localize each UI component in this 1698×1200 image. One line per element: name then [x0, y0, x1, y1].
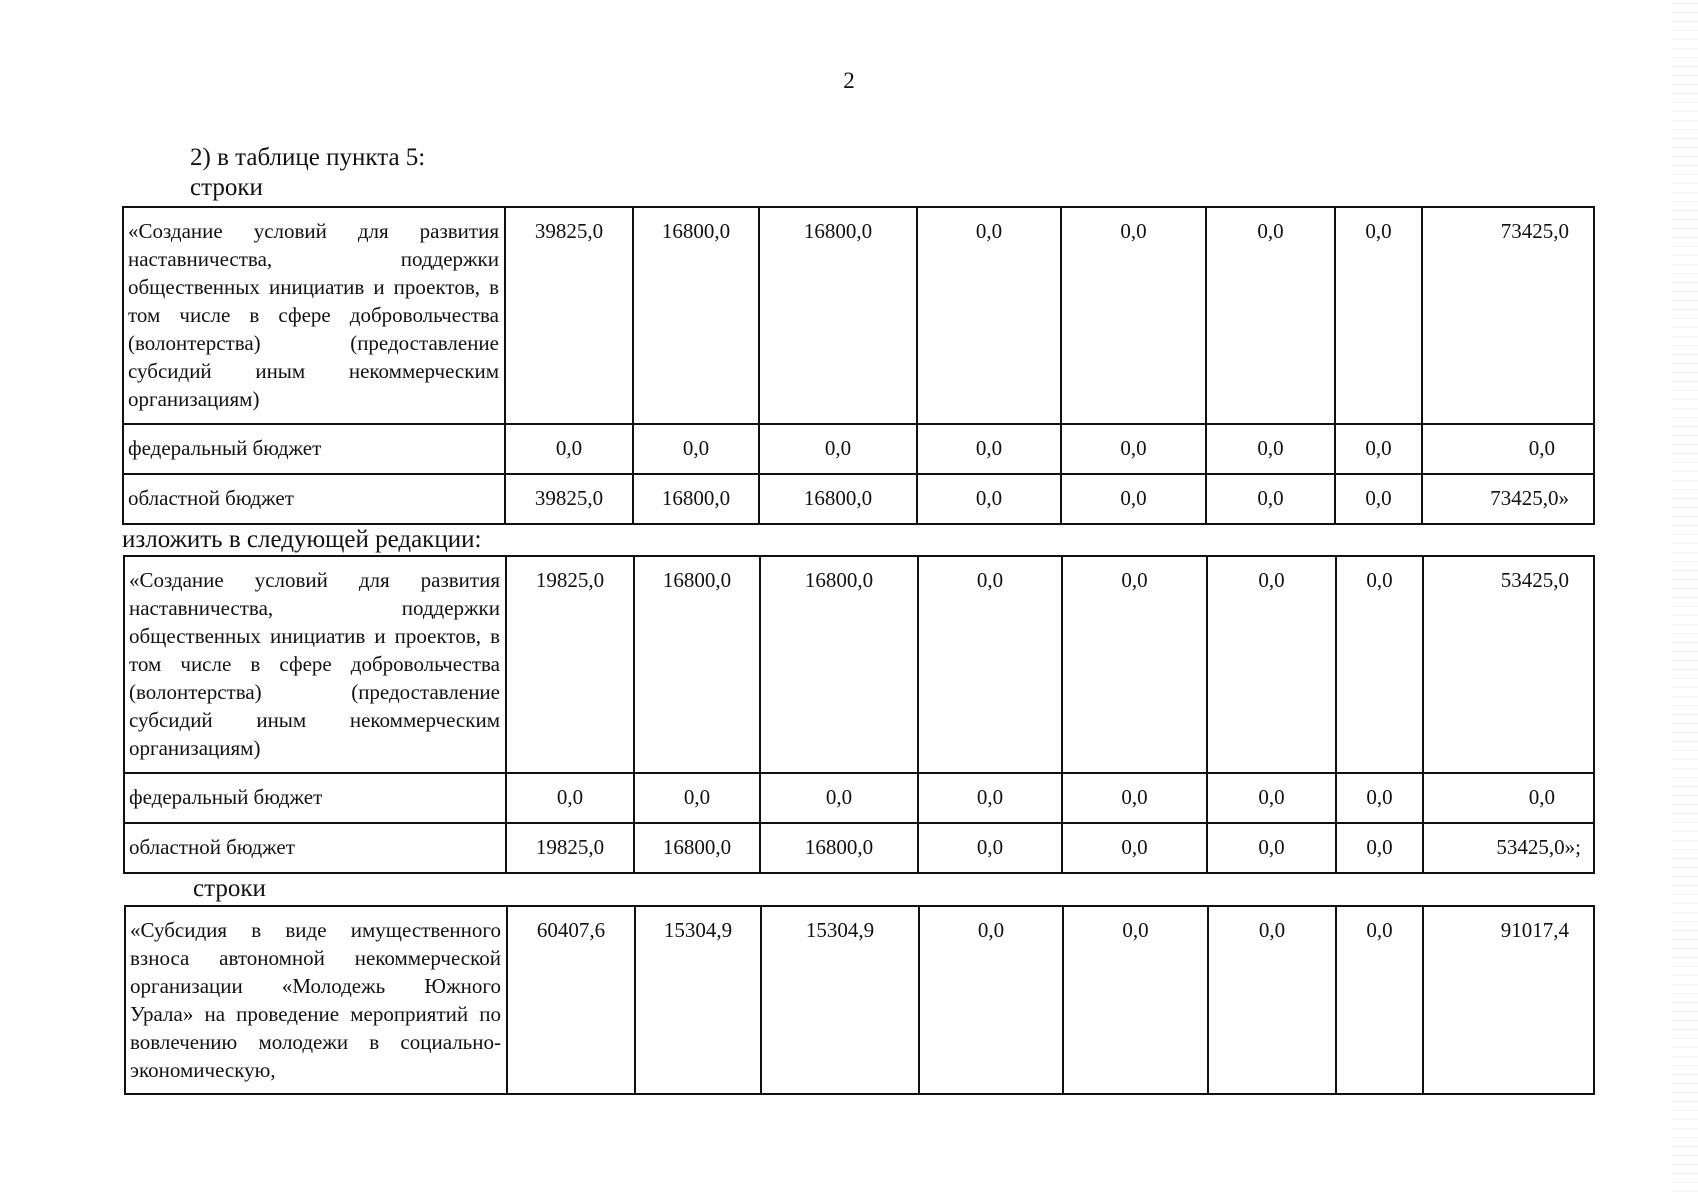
table-row — [125, 906, 1594, 1094]
value-cell: 39825,0 — [505, 207, 633, 424]
value-cell: 0,0 — [918, 773, 1062, 823]
total-cell: 73425,0» — [1422, 474, 1594, 524]
row-name-cell: «Создание условий для развития наставничества, поддержки общественных инициатив и проектов, в том числе в сфере добровольчества (волонтерства) (предоставление субсидий иным некоммерческим организациям) — [123, 207, 505, 424]
value-cell: 0,0 — [1336, 773, 1423, 823]
value-cell: 0,0 — [1335, 424, 1422, 474]
value-cell: 0,0 — [759, 424, 917, 474]
table-row — [123, 474, 1594, 524]
label-rows-1: строки — [190, 174, 263, 201]
value-cell: 0,0 — [918, 556, 1062, 773]
value-cell: 0,0 — [1207, 773, 1336, 823]
table-row — [124, 773, 1594, 823]
value-cell: 0,0 — [1062, 823, 1207, 873]
table-new — [123, 555, 1595, 874]
row-name-cell: федеральный бюджет — [123, 424, 505, 474]
value-cell: 16800,0 — [633, 207, 759, 424]
value-cell: 0,0 — [634, 773, 760, 823]
value-cell: 60407,6 — [507, 906, 635, 1094]
value-cell: 0,0 — [505, 424, 633, 474]
value-cell: 0,0 — [1207, 556, 1336, 773]
value-cell: 0,0 — [918, 823, 1062, 873]
table-row — [124, 823, 1594, 873]
value-cell: 0,0 — [1206, 207, 1335, 424]
value-cell: 0,0 — [1336, 823, 1423, 873]
total-cell: 91017,4 — [1423, 906, 1594, 1094]
value-cell: 0,0 — [506, 773, 634, 823]
value-cell: 0,0 — [1061, 474, 1206, 524]
label-edit: изложить в следующей редакции: — [122, 526, 482, 553]
value-cell: 0,0 — [1335, 474, 1422, 524]
value-cell: 0,0 — [1062, 773, 1207, 823]
value-cell: 19825,0 — [506, 556, 634, 773]
total-cell: 0,0 — [1423, 773, 1594, 823]
total-cell: 53425,0 — [1423, 556, 1594, 773]
value-cell: 0,0 — [1207, 823, 1336, 873]
value-cell: 0,0 — [1206, 474, 1335, 524]
value-cell: 16800,0 — [760, 556, 918, 773]
intro-paragraph: 2) в таблице пункта 5: — [190, 144, 426, 171]
value-cell: 16800,0 — [633, 474, 759, 524]
value-cell: 0,0 — [1061, 207, 1206, 424]
scan-edge — [1672, 0, 1698, 1200]
value-cell: 16800,0 — [759, 474, 917, 524]
row-name-cell: федеральный бюджет — [124, 773, 506, 823]
value-cell: 0,0 — [919, 906, 1063, 1094]
value-cell: 0,0 — [917, 424, 1061, 474]
value-cell: 16800,0 — [634, 823, 760, 873]
value-cell: 0,0 — [633, 424, 759, 474]
row-name-cell: «Субсидия в виде имущественного взноса автономной некоммерческой организации «Молодежь Южного Урала» на проведение мероприятий по вовлечению молодежи в социально-экономическую, — [125, 906, 507, 1094]
table-row — [124, 556, 1594, 773]
value-cell: 0,0 — [917, 207, 1061, 424]
row-name-cell: областной бюджет — [124, 823, 506, 873]
total-cell: 0,0 — [1422, 424, 1594, 474]
value-cell: 0,0 — [1063, 906, 1208, 1094]
value-cell: 15304,9 — [761, 906, 919, 1094]
value-cell: 16800,0 — [760, 823, 918, 873]
value-cell: 39825,0 — [505, 474, 633, 524]
value-cell: 0,0 — [1206, 424, 1335, 474]
row-name-cell: областной бюджет — [123, 474, 505, 524]
table-row — [123, 207, 1594, 424]
value-cell: 0,0 — [1062, 556, 1207, 773]
table-old — [122, 206, 1595, 525]
value-cell: 0,0 — [1336, 556, 1423, 773]
table-subsidy — [124, 905, 1595, 1095]
value-cell: 19825,0 — [506, 823, 634, 873]
value-cell: 0,0 — [1335, 207, 1422, 424]
total-cell: 53425,0»; — [1423, 823, 1594, 873]
value-cell: 16800,0 — [759, 207, 917, 424]
value-cell: 0,0 — [1336, 906, 1423, 1094]
value-cell: 0,0 — [1061, 424, 1206, 474]
value-cell: 15304,9 — [635, 906, 761, 1094]
value-cell: 0,0 — [917, 474, 1061, 524]
table-row — [123, 424, 1594, 474]
value-cell: 0,0 — [1208, 906, 1336, 1094]
value-cell: 16800,0 — [634, 556, 760, 773]
total-cell: 73425,0 — [1422, 207, 1594, 424]
page-number: 2 — [843, 68, 855, 93]
row-name-cell: «Создание условий для развития наставничества, поддержки общественных инициатив и проектов, в том числе в сфере добровольчества (волонтерства) (предоставление субсидий иным некоммерческим организациям) — [124, 556, 506, 773]
label-rows-2: строки — [193, 875, 266, 902]
value-cell: 0,0 — [760, 773, 918, 823]
